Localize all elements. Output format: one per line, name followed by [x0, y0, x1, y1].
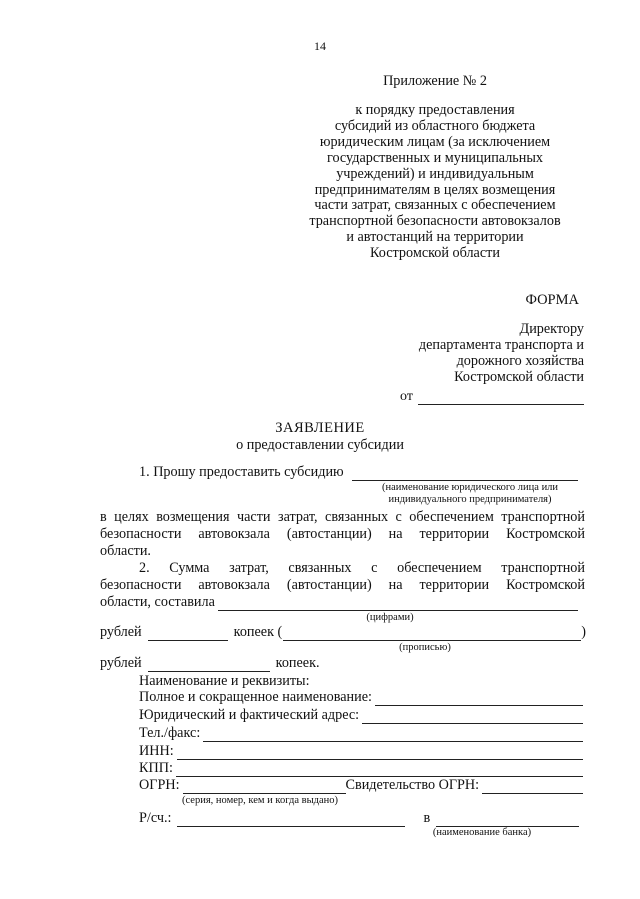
account-field[interactable]: [177, 814, 405, 827]
amount-digits-field[interactable]: [218, 598, 578, 611]
appendix-line: транспортной безопасности автовокзалов: [309, 213, 561, 230]
item1-line1: в целях возмещения части затрат, связанных с обеспечением транспортной: [100, 509, 585, 525]
full-name-field[interactable]: [375, 693, 583, 706]
certificate-hint: (серия, номер, кем и когда выдано): [182, 795, 338, 806]
addressee-line: Костромской области: [454, 368, 584, 385]
account-row: [139, 810, 579, 827]
account-label: Р/сч.:: [139, 810, 172, 826]
amount-words-field[interactable]: [283, 628, 581, 641]
item1-line3: области.: [100, 543, 151, 559]
item2-line3: области, составила: [100, 594, 215, 610]
close-paren: ): [581, 624, 586, 640]
appendix-line: государственных и муниципальных: [327, 149, 543, 166]
kpp-label: КПП:: [139, 760, 173, 776]
addressee-line: дорожного хозяйства: [456, 352, 584, 369]
address-field[interactable]: [362, 711, 583, 724]
item1-line2: безопасности автовокзала (автостанции) на территории Костромской: [100, 526, 585, 542]
requisites-heading: Наименование и реквизиты:: [139, 673, 310, 689]
appendix-line: предпринимателям в целях возмещения: [314, 181, 556, 198]
phone-row: [139, 725, 583, 742]
appendix-line: юридическим лицам (за исключением: [319, 133, 551, 150]
ogrn-field[interactable]: [183, 781, 346, 794]
inn-row: [139, 743, 583, 760]
phone-label: Тел./факс:: [139, 725, 201, 741]
addressee-block: [380, 322, 584, 386]
item1-hint: [355, 482, 585, 506]
rub-label: рублей: [100, 624, 142, 640]
ogrn-label: ОГРН:: [139, 777, 180, 793]
full-name-row: [139, 689, 583, 706]
bank-field[interactable]: [436, 814, 579, 827]
page-number: 14: [314, 39, 326, 53]
phone-field[interactable]: [203, 729, 583, 742]
ogrn-row: [139, 777, 583, 794]
hint-line: (наименование юридического лица или: [381, 482, 559, 493]
appendix-text: [300, 103, 570, 262]
from-field[interactable]: [418, 392, 584, 405]
addressee-line: департамента транспорта и: [418, 336, 584, 353]
appendix-line: учреждений) и индивидуальным: [336, 165, 534, 182]
appendix-title: Приложение № 2: [383, 73, 487, 89]
address-label: Юридический и фактический адрес:: [139, 707, 360, 723]
certificate-field[interactable]: [482, 781, 583, 794]
rub2-label: рублей: [100, 655, 142, 671]
rub2-field[interactable]: [148, 659, 270, 672]
appendix-line: и автостанций на территории: [346, 229, 524, 246]
kop-open-label: копеек (: [233, 624, 283, 640]
words-hint: (прописью): [399, 642, 451, 653]
kpp-field[interactable]: [176, 764, 583, 777]
item1-row: [139, 464, 578, 481]
appendix-line: к порядку предоставления: [355, 102, 515, 118]
kpp-row: [139, 760, 583, 777]
appendix-line: субсидий из областного бюджета: [334, 117, 536, 134]
bank-hint: (наименование банка): [432, 827, 532, 838]
inn-field[interactable]: [177, 747, 583, 760]
rub-field[interactable]: [148, 628, 228, 641]
from-label: от: [400, 389, 413, 404]
form-label: ФОРМА: [525, 292, 579, 308]
addressee-line: Директору: [519, 321, 584, 337]
item2-amount-row: [100, 594, 578, 611]
item2-rub-row: [100, 624, 586, 641]
appendix-line: части затрат, связанных с обеспечением: [314, 197, 556, 214]
item2-line2: безопасности автовокзала (автостанции) на территории Костромской: [100, 577, 585, 593]
kop2-label: копеек.: [275, 655, 320, 671]
inn-label: ИНН:: [139, 743, 174, 759]
bank-prefix: в: [423, 810, 431, 826]
address-row: [139, 707, 583, 724]
applicant-name-field[interactable]: [352, 468, 578, 481]
item2-rub2-row: [100, 655, 400, 672]
item1-label: 1. Прошу предоставить субсидию: [139, 464, 344, 480]
certificate-label: Свидетельство ОГРН:: [345, 777, 480, 793]
item2-line1: 2. Сумма затрат, связанных с обеспечением транспортной: [139, 560, 585, 576]
document-title: ЗАЯВЛЕНИЕ: [275, 420, 365, 436]
document-subtitle: о предоставлении субсидии: [236, 437, 404, 453]
appendix-line: Костромской области: [370, 245, 500, 262]
full-name-label: Полное и сокращенное наименование:: [139, 689, 372, 705]
hint-line: индивидуального предпринимателя): [388, 494, 552, 505]
from-row: [400, 389, 584, 405]
digits-hint: (цифрами): [366, 612, 414, 623]
